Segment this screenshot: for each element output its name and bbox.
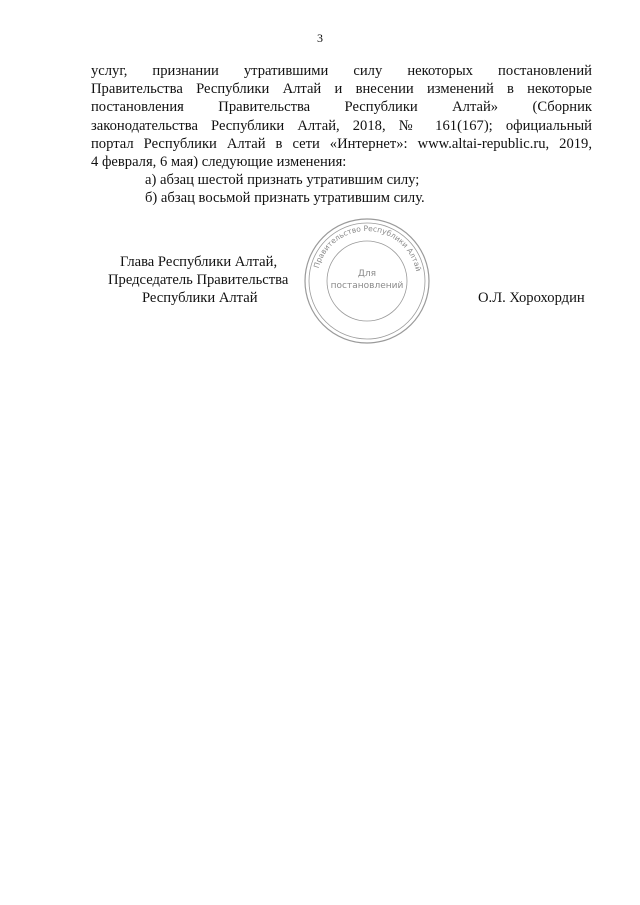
body-text [91, 62, 592, 208]
page-number: 3 [317, 31, 323, 45]
body-line: законодательства Республики Алтай, 2018, № 161(167); официальный [91, 117, 592, 134]
signer-title [108, 253, 308, 308]
body-line: 4 февраля, 6 мая) следующие изменения: [91, 153, 347, 170]
signer-title-line: Глава Республики Алтай, [120, 254, 278, 270]
seal-ring-text [312, 224, 423, 272]
list-item: б) абзац восьмой признать утратившим силу. [145, 190, 425, 207]
seal-center-text: Для [357, 269, 377, 279]
list-item: а) абзац шестой признать утратившим силу; [145, 172, 420, 189]
seal-ring-text-path: Правительство Республики Алтай [311, 223, 424, 273]
body-line: постановления Правительства Республики Алтай» (Сборник [91, 99, 592, 116]
body-line: услуг, признании утратившими силу некоторых постановлений [91, 63, 592, 79]
signer-name: О.Л. Хорохордин [478, 290, 585, 306]
official-seal [302, 216, 432, 346]
signer-title-line: Республики Алтай [142, 290, 258, 307]
body-line: портал Республики Алтай в сети «Интернет»: www.altai-republic.ru, 2019, [91, 135, 592, 152]
body-line: Правительства Республики Алтай и внесении изменений в некоторые [91, 81, 592, 98]
seal-center-text: постановлений [330, 281, 404, 291]
signer-title-line: Председатель Правительства [108, 272, 289, 289]
